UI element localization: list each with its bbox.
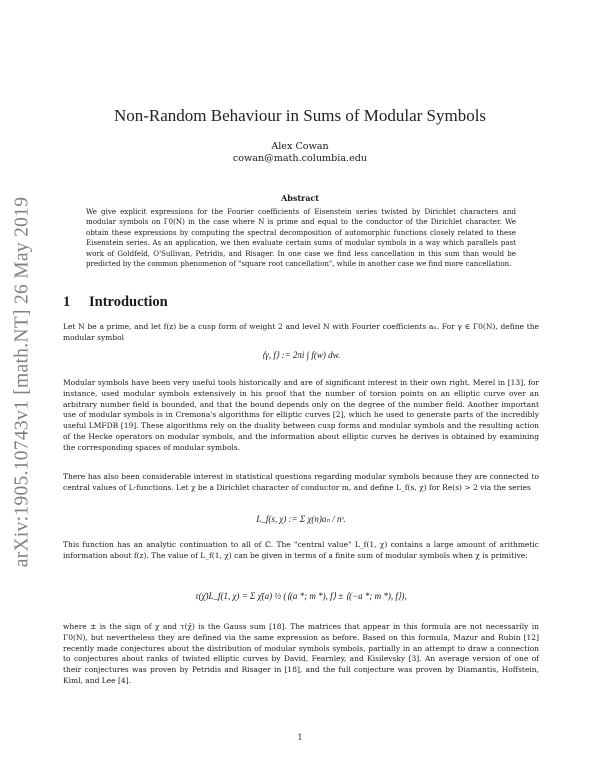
section-heading [63,294,168,311]
section-number: 1 [63,294,71,310]
paragraph-3: There has also been considerable interest in statistical questions regarding modular symbols because they are connected to central values of L-functions. Let χ be a Dirichlet character of conductor m, and define L_f(s, χ) for Re(s) > 2 via the series [63,472,539,492]
paragraph-5: where ± is the sign of χ and τ(χ̄) is the Gauss sum [18]. The matrices that appear in this formula are not necessarily in Γ0(N), but nevertheless they are defined via the same expression as before. Based on this formula, Mazur and Rubin [12] recently made conjectures about the distribution of modular symbols symbols, partially in an attempt to draw a connection to conjectures about ranks of twisted elliptic curves by David, Fearnley, and Kisilevsky [3]. An average version of one of their conjectures was proven by Petridis and Risager in [18], and the full conjecture was proven by Diamantis, Hoffstein, Kiml, and Lee [4]. [63,622,539,685]
paper-title: Non-Random Behaviour in Sums of Modular Symbols [113,106,487,125]
equation-l-series: L_f(s, χ) := Σ χ(n)aₙ / nˢ. [256,514,346,524]
abstract-text: We give explicit expressions for the Fourier coefficients of Eisenstein series twisted by Dirichlet characters and modular symbols on Γ0(N) in the case where N is prime and equal to the conductor of the Dirichlet character. We obtain these expressions by computing the spectral decomposition of automorphic functions closely related to these Eisenstein series. As an application, we then evaluate certain sums of modular symbols in a way which parallels past work of Goldfeld, O'Sullivan, Petridis, and Risager. In one case we find less cancellation in this sum than would be predicted by the common phenomenon of "square root cancellation", while in another case we find more cancellation. [86,207,516,269]
equation-central-value: τ(χ̄)L_f(1, χ) = Σ χ̄(a) ½ (⟨(a *; m *), f⟩ ± ⟨(−a *; m *), f⟩), [195,591,407,601]
paragraph-4: This function has an analytic continuation to all of ℂ. The "central value" L_f(1, χ) contains a large amount of arithmetic information about f(z). The value of L_f(1, χ) can be given in terms of a finite sum of modular symbols when χ is primitive: [63,540,539,560]
equation-modular-symbol: ⟨γ, f⟩ := 2πi ∫ f(w) dw. [261,350,341,360]
author-name: Alex Cowan [271,141,329,152]
paragraph-1: Let N be a prime, and let f(z) be a cusp form of weight 2 and level N with Fourier coefficients aₙ. For γ ∈ Γ0(N), define the modular symbol [63,322,539,342]
arxiv-stamp-text: arXiv:1905.10743v1 [math.NT] 26 May 2019 [11,196,32,568]
abstract-heading: Abstract [281,193,319,203]
page-number: 1 [297,733,303,742]
arxiv-stamp [2,172,42,592]
paragraph-2: Modular symbols have been very useful tools historically and are of significant interest in their own right. Merel in [13], for instance, used modular symbols extensively in his proof that the number of torsion points on an elliptic curve over an arbitrary number field is bounded, and that the bound depends only on the degree of the number field. Another important use of modular symbols is in Cremona's algorithms for elliptic curves [2], which he used to generate parts of the incredibly useful LMFDB [19]. These algorithms rely on the duality between cusp forms and modular symbols and the resulting action of the Hecke operators on modular symbols, and the information about elliptic curves he derives is obtained by examining the corresponding spaces of modular symbols. [63,378,539,452]
author-email: cowan@math.columbia.edu [232,153,368,164]
section-title: Introduction [89,294,168,310]
